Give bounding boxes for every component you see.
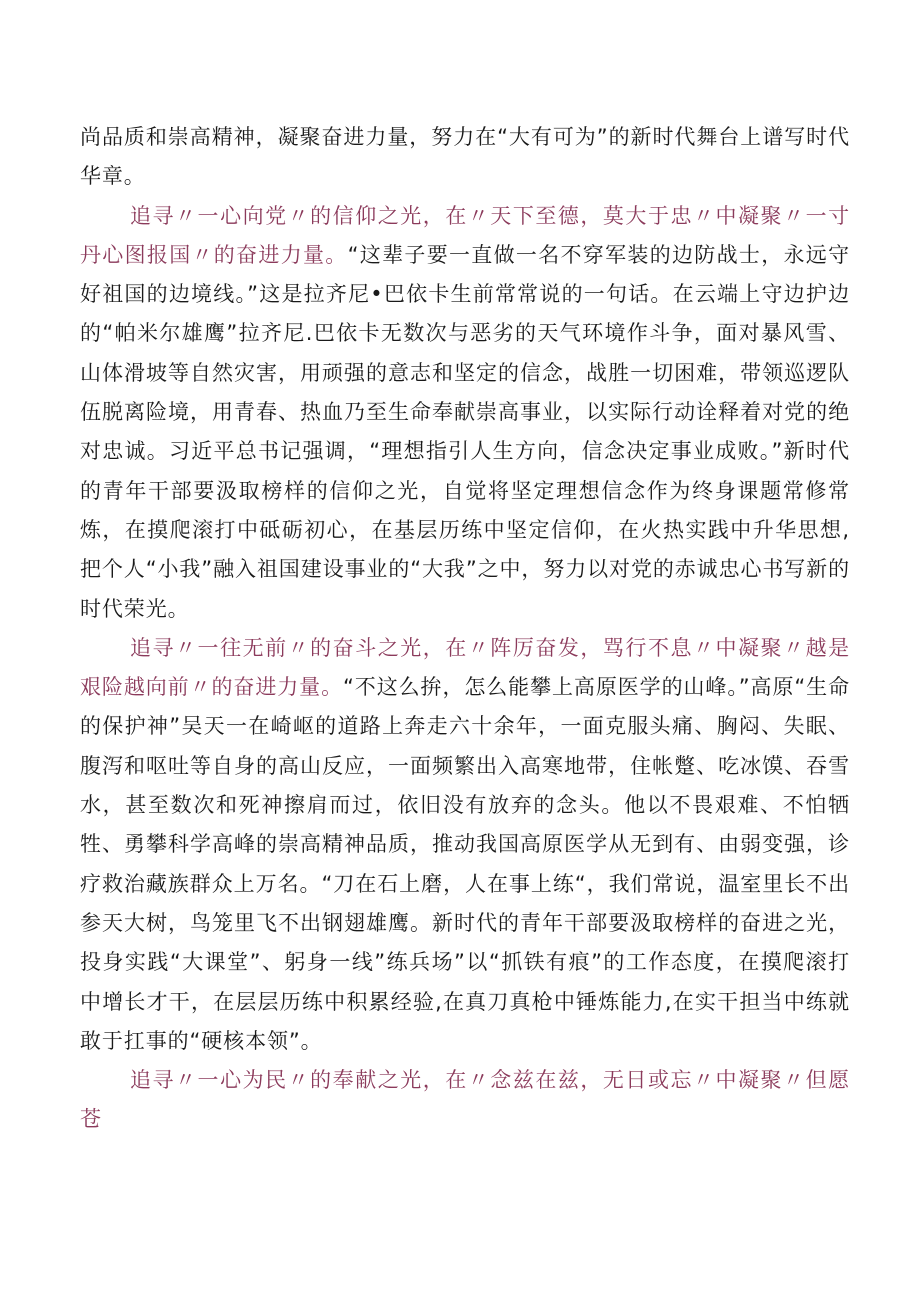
paragraph-text: “这辈子要一直做一名不穿军装的边防战士，永远守好祖国的边境线。”这是拉齐尼•巴依卡生前常常说的一句话。在云端上守边护边的“帕米尔雄鹰”拉齐尼.巴依卡无数次与恶劣的天气环境作斗争，面对暴风雪、山体滑坡等自然灾害，用顽强的意志和坚定的信念，战胜一切困难，带领巡逻队伍脱离险境，用青春、热血乃至生命奉献崇高事业，以实际行动诠释着对党的绝对忠诚。习近平总书记强调，“理想指引人生方向，信念决定事业成败。”新时代的青年干部要汲取榜样的信仰之光，自觉将坚定理想信念作为终身课题常修常炼，在摸爬滚打中砥砺初心，在基层历练中坚定信仰，在火热实践中升华思想,把个人“小我”融入祖国建设事业的“大我”之中，努力以对党的赤诚忠心书写新的时代荣光。 [80,242,850,621]
paragraph-highlight: 追寻〃一心向党〃的信仰之光，在〃天下至德，莫大于忠〃中凝聚〃一寸丹心图报国〃的奋进力量。 [80,203,850,267]
paragraph-highlight: 追寻〃一心为民〃的奉献之光，在〃念兹在兹，无日或忘〃中凝聚〃但愿苍 [80,1068,850,1132]
paragraph-highlight: 追寻〃一往无前〃的奋斗之光，在〃阵厉奋发，骂行不息〃中凝聚〃越是艰险越向前〃的奋进力量。 [80,635,850,700]
paragraph-dedication [80,1061,850,1140]
paragraph-text: “不这么拚，怎么能攀上高原医学的山峰。”高原“生命的保护神”吴天一在崎岖的道路上奔走六十余年，一面克服头痛、胸闷、失眠、腹泻和呕吐等自身的高山反应，一面频繁出入高寒地带，住帐蹩、吃冰馍、吞雪水，甚至数次和死神擦肩而过，依旧没有放弃的念头。他以不畏艰难、不怕牺牲、勇攀科学高峰的崇高精神品质，推动我国高原医学从无到有、由弱变强，诊疗救治藏族群众上万名。“刀在石上磨，人在事上练“，我们常说，温室里长不出参天大树，鸟笼里飞不出钢翅雄鹰。新时代的青年干部要汲取榜样的奋进之光，投身实践“大课堂”、躬身一线”练兵场”以“抓铁有痕”的工作态度，在摸爬滚打中增长才干，在层层历练中积累经验,在真刀真枪中锤炼能力,在实干担当中练就敢于扛事的“硬核本领”。 [80,675,850,1053]
paragraph-continuation [80,118,850,197]
paragraph-faith [80,197,850,629]
paragraph-struggle [80,629,850,1061]
document-body [80,118,850,1140]
paragraph-text: 尚品质和崇高精神，凝聚奋进力量，努力在“大有可为”的新时代舞台上谱写时代华章。 [80,125,850,189]
